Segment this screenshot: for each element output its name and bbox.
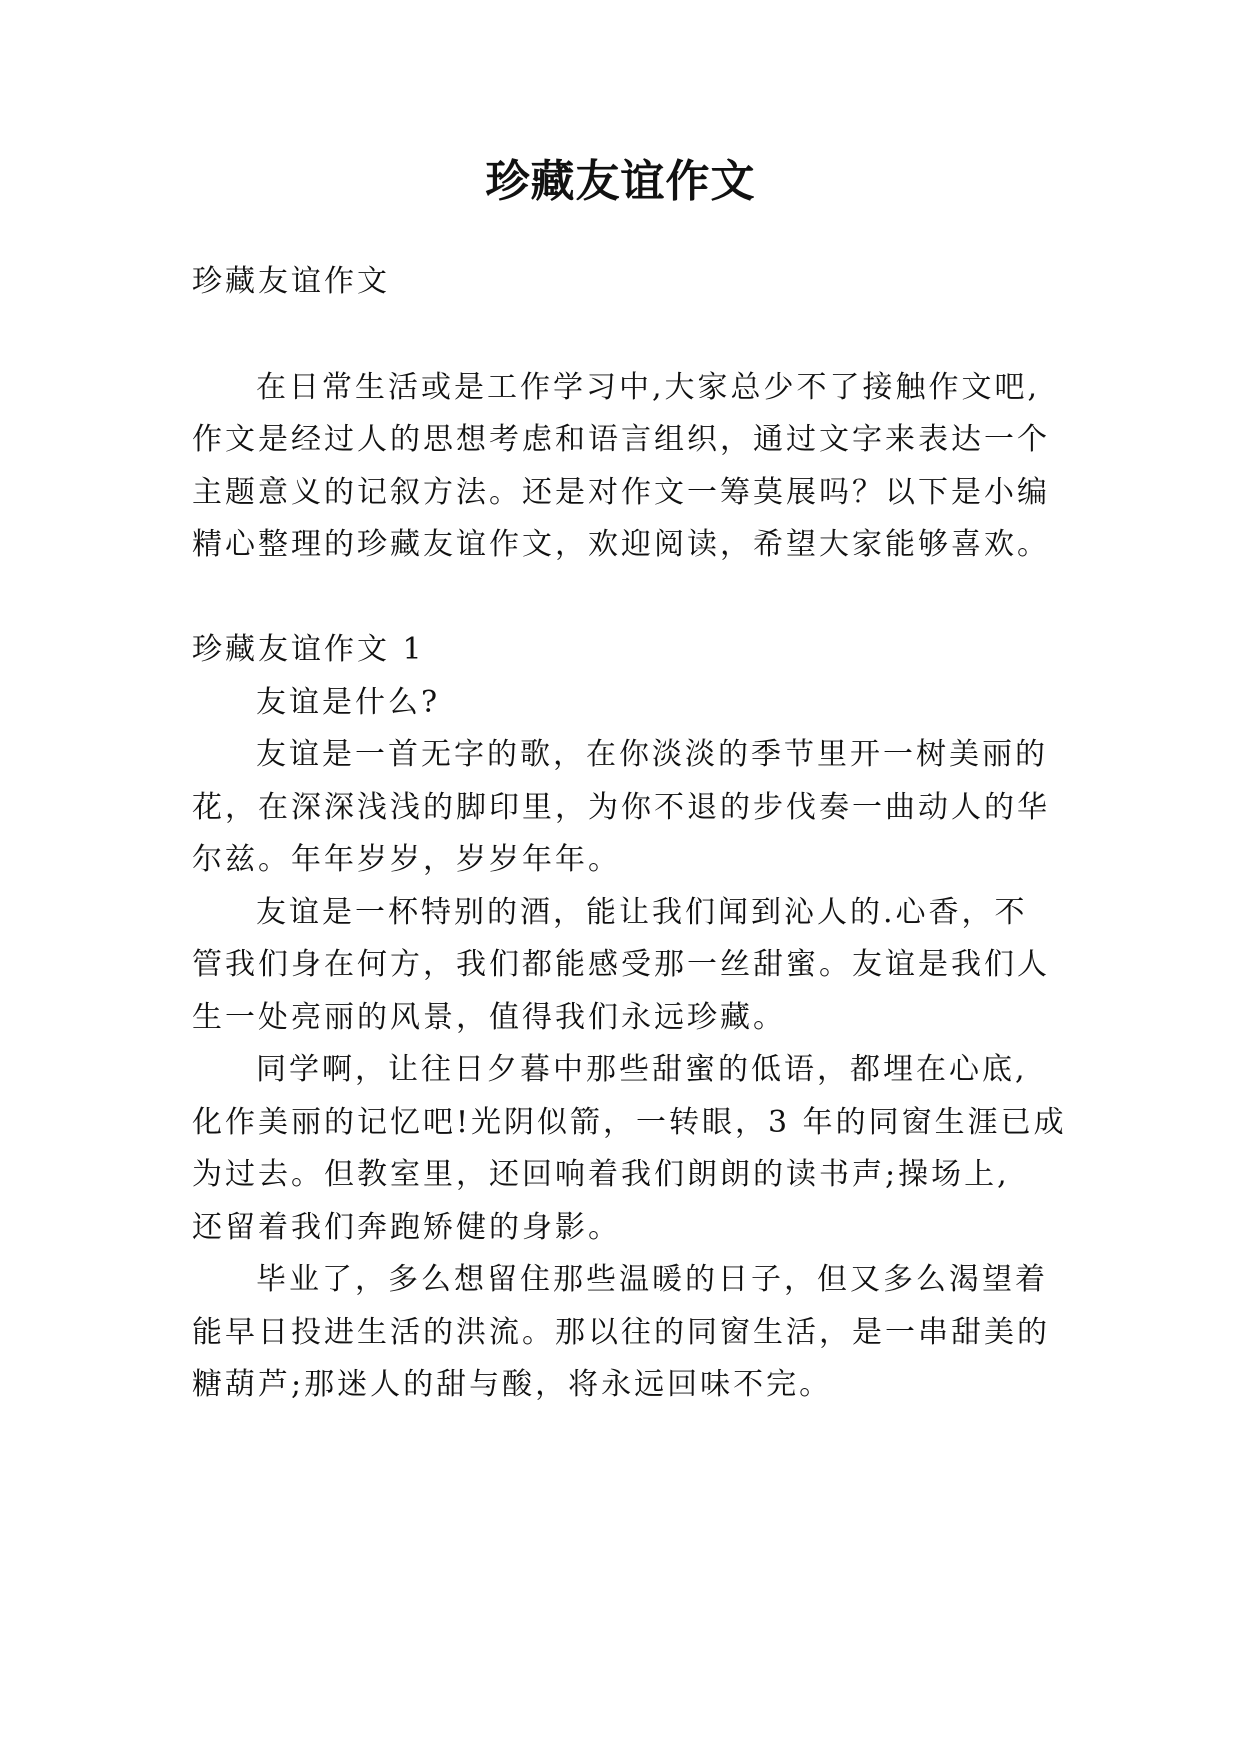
body-line-9: 化作美丽的记忆吧!光阴似箭，一转眼，3 年的同窗生涯已成	[192, 1105, 1067, 1140]
document-subtitle: 珍藏友谊作文	[192, 264, 390, 299]
intro-line-4: 精心整理的珍藏友谊作文，欢迎阅读，希望大家能够喜欢。	[192, 527, 1050, 562]
body-line-12: 毕业了，多么想留住那些温暖的日子，但又多么渴望着	[256, 1262, 1048, 1297]
body-line-10: 为过去。但教室里，还回响着我们朗朗的读书声;操场上,	[192, 1157, 1010, 1192]
section-heading: 珍藏友谊作文 1	[192, 632, 425, 667]
body-line-6: 管我们身在何方，我们都能感受那一丝甜蜜。友谊是我们人	[192, 947, 1050, 982]
body-line-11: 还留着我们奔跑矫健的身影。	[192, 1210, 621, 1245]
body-line-3: 花，在深深浅浅的脚印里，为你不退的步伐奏一曲动人的华	[192, 790, 1050, 825]
body-line-1: 友谊是什么?	[256, 685, 441, 720]
body-line-7: 生一处亮丽的风景，值得我们永远珍藏。	[192, 1000, 786, 1035]
body-line-2: 友谊是一首无字的歌，在你淡淡的季节里开一树美丽的	[256, 737, 1048, 772]
body-line-4: 尔兹。年年岁岁，岁岁年年。	[192, 842, 621, 877]
body-line-14: 糖葫芦;那迷人的甜与酸，将永远回味不完。	[192, 1367, 833, 1402]
body-line-13: 能早日投进生活的洪流。那以往的同窗生活，是一串甜美的	[192, 1315, 1050, 1350]
intro-line-3: 主题意义的记叙方法。还是对作文一筹莫展吗？以下是小编	[192, 475, 1050, 510]
document-title: 珍藏友谊作文	[485, 156, 756, 207]
body-line-5: 友谊是一杯特别的酒，能让我们闻到沁人的.心香，不	[256, 895, 1028, 930]
intro-line-1: 在日常生活或是工作学习中,大家总少不了接触作文吧,	[256, 370, 1041, 405]
body-line-8: 同学啊，让往日夕暮中那些甜蜜的低语，都埋在心底,	[256, 1052, 1028, 1087]
intro-line-2: 作文是经过人的思想考虑和语言组织，通过文字来表达一个	[192, 422, 1050, 457]
